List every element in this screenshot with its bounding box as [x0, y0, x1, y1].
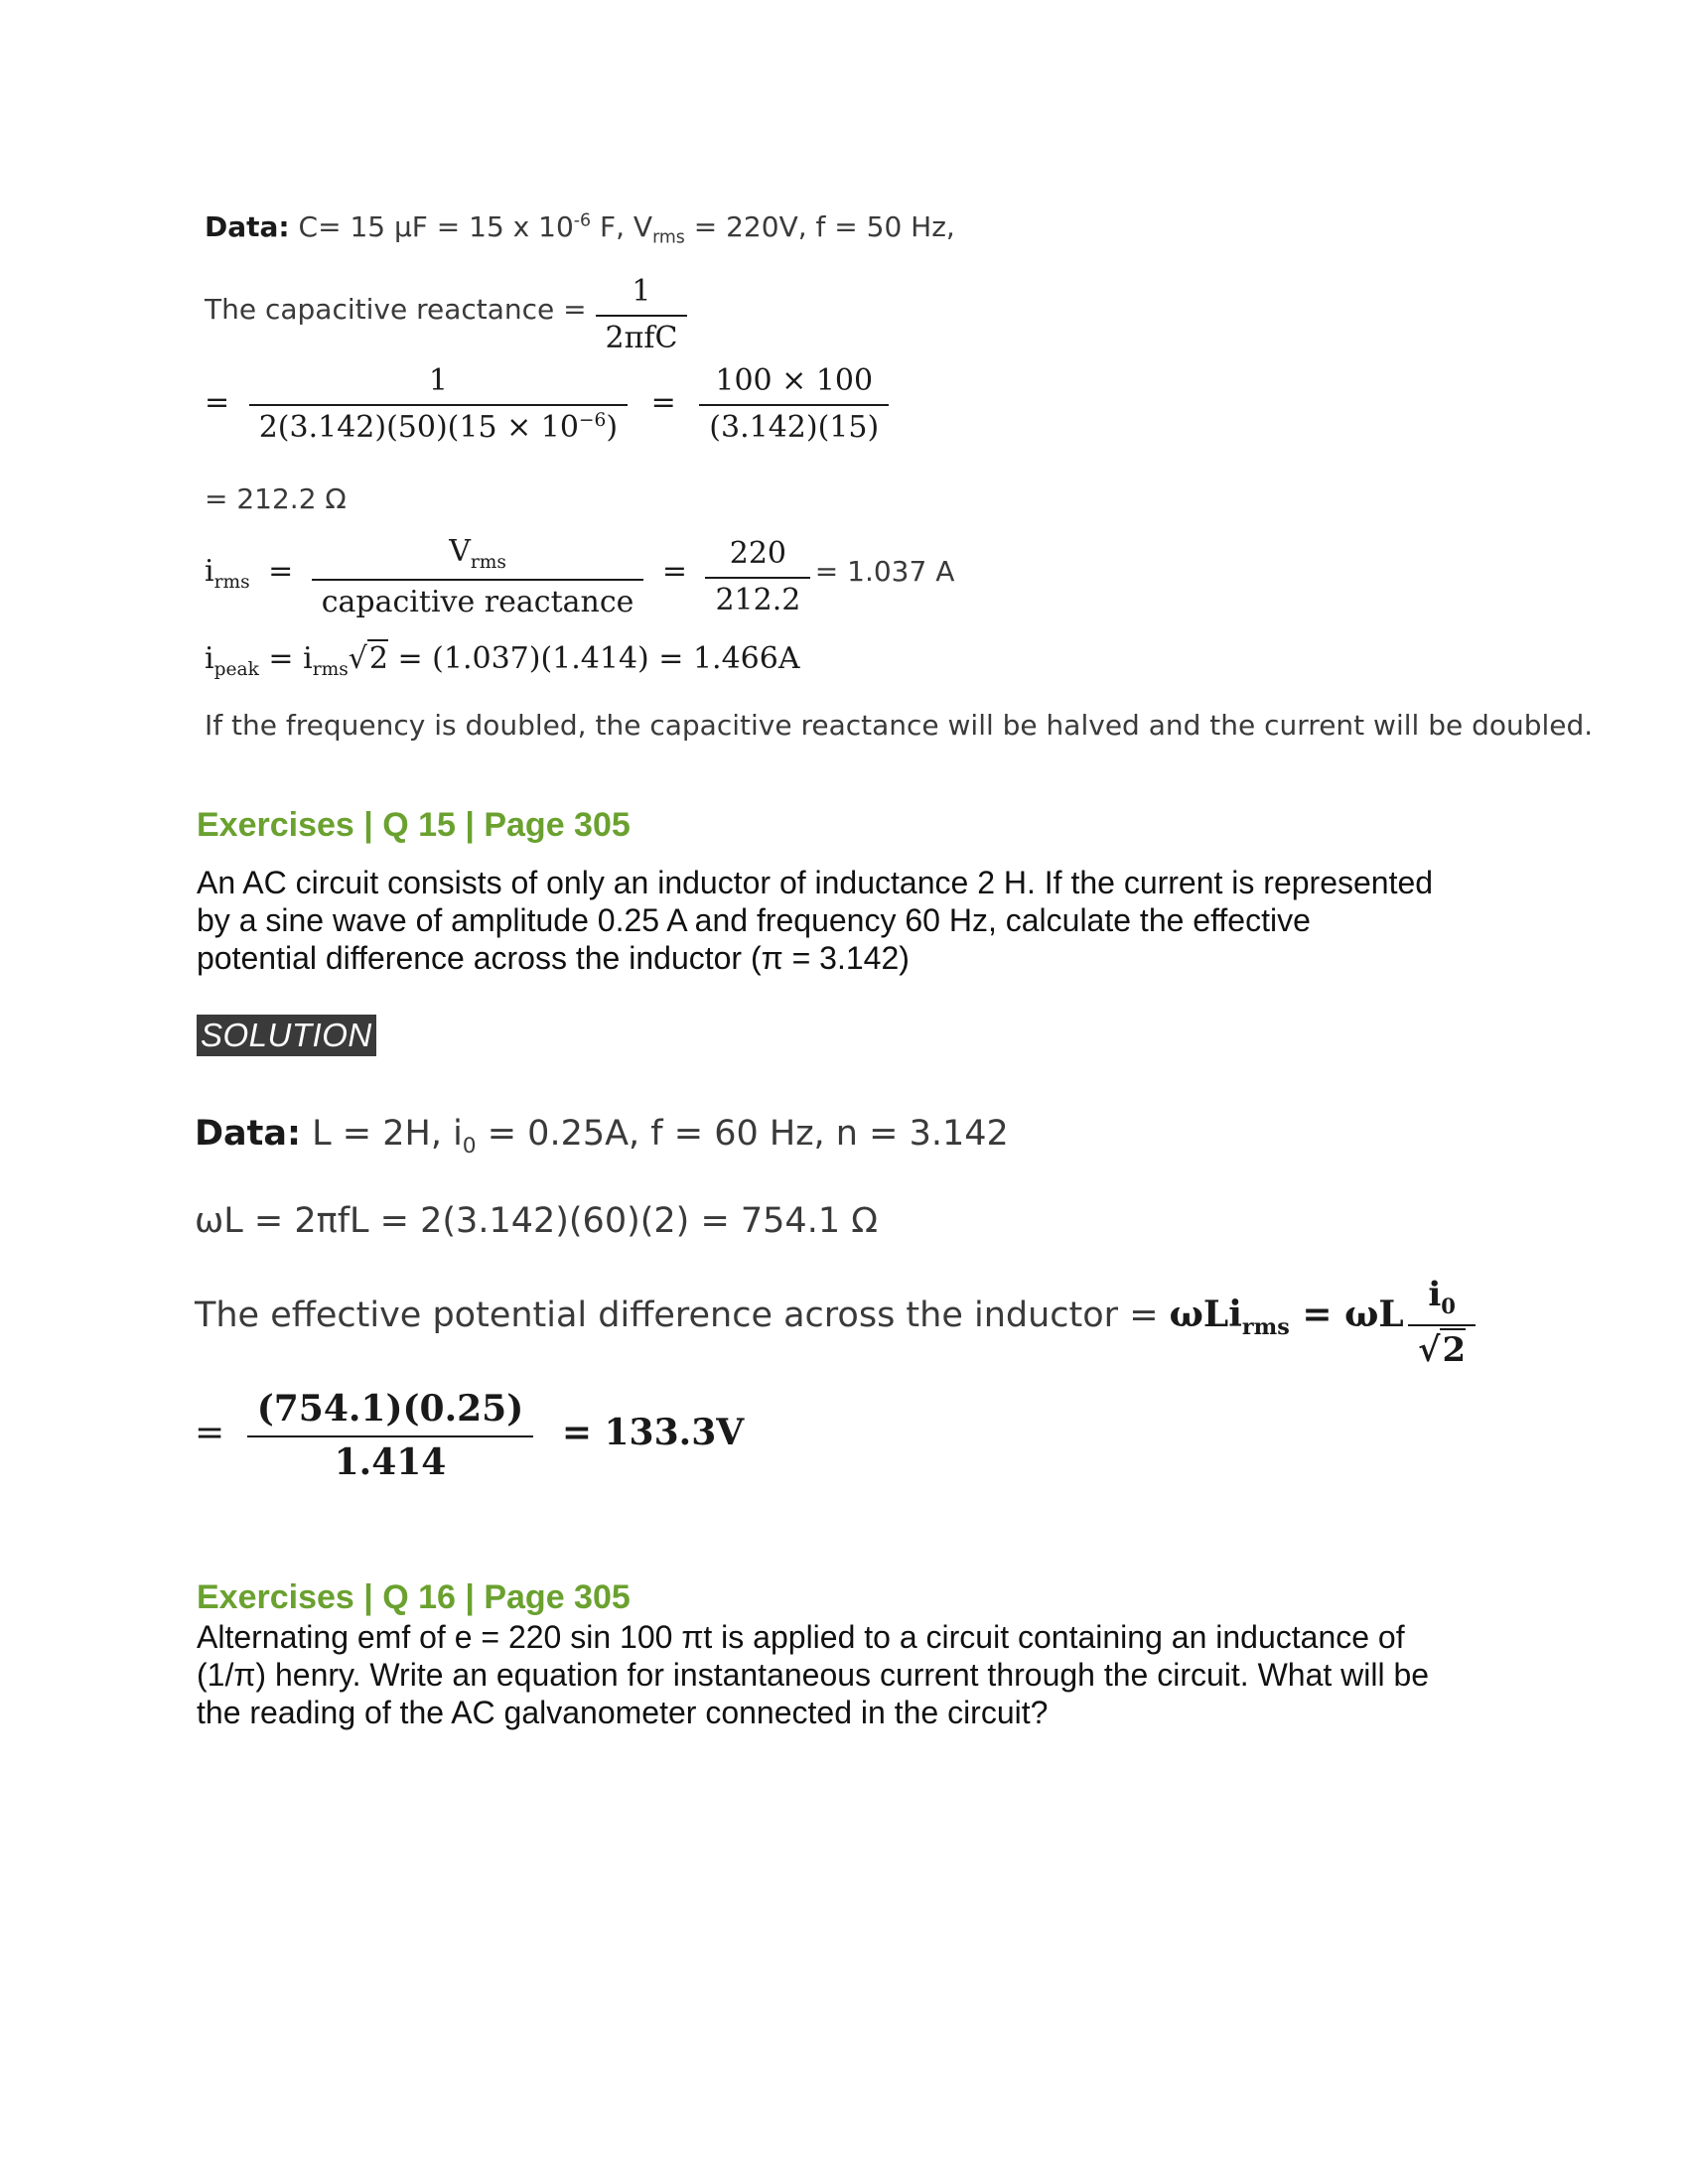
fraction-denominator: 2πfC: [605, 321, 678, 355]
effective-pd-expression: ωLi$_{rms}$ = ωL: [1169, 1294, 1404, 1341]
subscript: rms: [652, 227, 685, 248]
data-values: F, V: [591, 210, 653, 243]
inductive-reactance-line: ωL = 2πfL = 2(3.142)(60)(2) = 754.1 Ω: [195, 1201, 878, 1241]
ipeak-formula: $i_{peak} = i_{rms}√2 = (1.037)(1.414) = 1.466A$: [205, 641, 800, 680]
fraction: [705, 536, 810, 617]
question-text-q16: [197, 1618, 1429, 1731]
fraction-numerator: 220: [705, 536, 810, 579]
data-label: Data:: [195, 1114, 302, 1154]
exercise-heading-q15: Exercises | Q 15 | Page 305: [197, 806, 631, 844]
equals-sign: =: [661, 554, 687, 590]
irms-result: = 1.037 A: [814, 555, 955, 589]
equals-sign: =: [650, 385, 676, 420]
fraction-numerator: $i_0$: [1408, 1275, 1476, 1326]
question-line: Alternating emf of e = 220 sin 100 πt is applied to a circuit containing an inductance of: [197, 1619, 1405, 1655]
data-values: = 220V, f = 50 Hz,: [684, 210, 955, 243]
result-value: = 133.3V: [561, 1412, 745, 1453]
exponent: -6: [573, 210, 592, 231]
fraction-denominator: 1.414: [334, 1441, 447, 1483]
data-line-capacitor: [205, 210, 955, 248]
irms-symbol: $i_{rms}$: [205, 554, 250, 594]
fraction-numerator: 100 × 100: [699, 363, 889, 406]
fraction: [1408, 1275, 1476, 1370]
equals-sign: =: [205, 385, 230, 420]
solution-badge: SOLUTION: [197, 1015, 376, 1056]
fraction-numerator: (754.1)(0.25): [247, 1388, 534, 1437]
fraction-denominator: √2: [1418, 1329, 1467, 1370]
irms-formula: [205, 534, 954, 619]
effective-pd-label: The effective potential difference across the inductor =: [195, 1296, 1170, 1336]
data-values: C= 15 μF = 15 x 10: [289, 210, 574, 243]
effective-pd-formula: [195, 1275, 1476, 1370]
reactance-result: = 212.2 Ω: [205, 482, 347, 515]
exercise-heading-q16: Exercises | Q 16 | Page 305: [197, 1578, 631, 1616]
data-line-inductor: Data: L = 2H, $i_0 = 0.25A$, f = 60 Hz, n = 3.142: [195, 1114, 1009, 1159]
fraction: [247, 1388, 534, 1483]
fraction-denominator: capacitive reactance: [321, 585, 634, 619]
question-line: potential difference across the inductor (π = 3.142): [197, 940, 910, 976]
fraction: [699, 363, 889, 445]
sqrt-radicand: 2: [368, 641, 388, 676]
fraction-denominator: $2(3.142)(50)(15 \times 10^{-6})$: [258, 410, 619, 445]
fraction-numerator: 1: [249, 363, 628, 406]
reactance-label: The capacitive reactance =: [205, 293, 596, 327]
question-line: the reading of the AC galvanometer connected in the circuit?: [197, 1695, 1049, 1730]
fraction-denominator: 212.2: [715, 583, 801, 617]
fraction: [312, 534, 644, 619]
question-line: by a sine wave of amplitude 0.25 A and frequency 60 Hz, calculate the effective: [197, 902, 1311, 938]
fraction-denominator: (3.142)(15): [709, 410, 880, 445]
fraction: [596, 274, 688, 355]
question-text-q15: [197, 864, 1433, 977]
question-line: An AC circuit consists of only an inductor of inductance 2 H. If the current is represented: [197, 865, 1434, 900]
conclusion-text: If the frequency is doubled, the capacitive reactance will be halved and the current will be doubled.: [205, 709, 1594, 742]
fraction-numerator: $V_{rms}$: [312, 534, 644, 581]
effective-pd-result: [195, 1388, 744, 1483]
reactance-calculation: [205, 363, 889, 445]
data-label: Data:: [205, 210, 290, 243]
fraction-numerator: 1: [596, 274, 688, 317]
equals-sign: =: [195, 1413, 225, 1453]
question-line: (1/π) henry. Write an equation for instantaneous current through the circuit. What will be: [197, 1657, 1430, 1693]
equals-sign: =: [268, 554, 294, 590]
fraction: [249, 363, 628, 445]
capacitive-reactance-formula: [205, 274, 687, 355]
